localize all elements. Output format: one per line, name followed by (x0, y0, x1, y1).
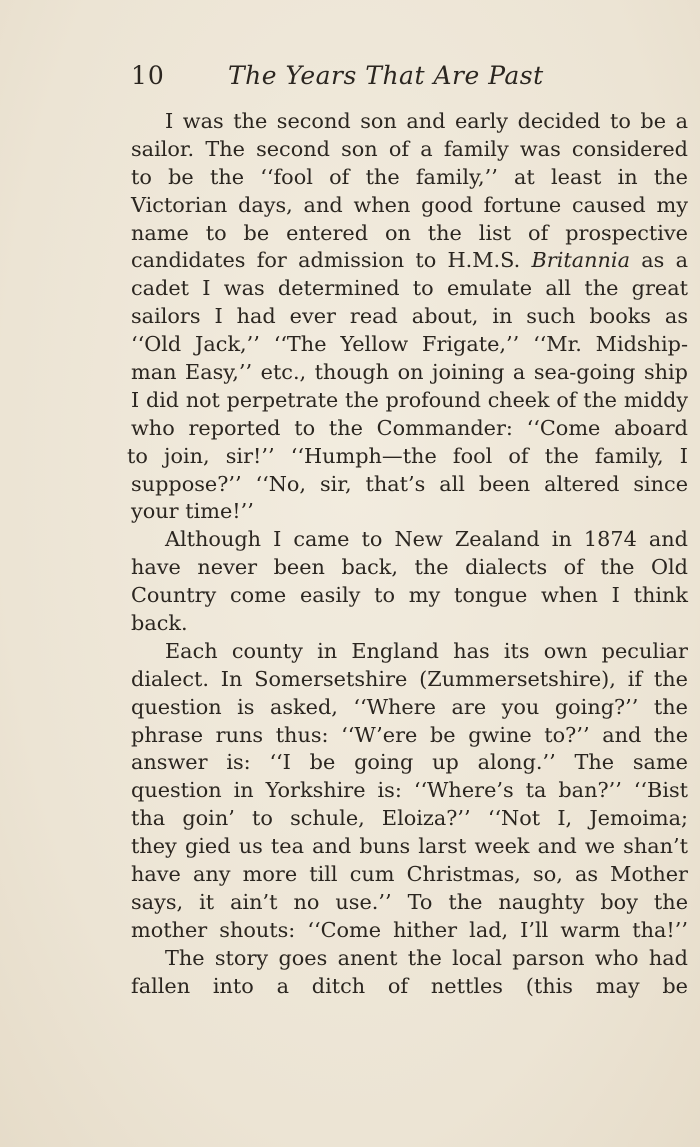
text-line: tha goin’ to schule, Eloiza?’’ ‘‘Not I, Jemoima; (131, 806, 688, 831)
text-line: man Easy,’’ etc., though on joining a sea-going ship (131, 360, 688, 385)
text-line: have never been back, the dialects of the Old (131, 555, 688, 580)
text-line: Each county in England has its own peculiar (165, 638, 688, 663)
text-line: Country come easily to my tongue when I think (131, 583, 688, 608)
text-line: mother shouts: ‘‘Come hither lad, I’ll warm tha!’’ (131, 917, 688, 942)
text-line: to join, sir!’’ ‘‘Humph—the fool of the family, I (127, 443, 688, 468)
text-line: have any more till cum Christmas, so, as Mother (131, 862, 688, 887)
text-line: The story goes anent the local parson who had (165, 945, 688, 970)
text-line: they gied us tea and buns larst week and we shan’t (131, 834, 688, 859)
ship-name: Britannia (531, 248, 630, 273)
text-line: sailors I had ever read about, in such books as (131, 304, 688, 329)
body-text (127, 108, 688, 1001)
text-line: answer is: ‘‘I be going up along.’’ The same (131, 750, 688, 775)
text-line: says, it ain’t no use.’’ To the naughty boy the (131, 889, 688, 914)
text-line: Although I came to New Zealand in 1874 and (165, 527, 688, 552)
page-number: 10 (131, 61, 165, 90)
text-line: cadet I was determined to emulate all the great (131, 276, 688, 301)
text-line: your time!’’ (131, 499, 254, 524)
text-line: dialect. In Somersetshire (Zummersetshire), if the (131, 666, 688, 691)
text-line: phrase runs thus: ‘‘W’ere be gwine to?’’ and the (131, 722, 688, 747)
text-line: suppose?’’ ‘‘No, sir, that’s all been altered since (131, 471, 688, 496)
page-header (131, 56, 688, 96)
text-line: candidates for admission to H.M.S. Britannia as a (131, 248, 688, 273)
text-line: name to be entered on the list of prospective (131, 220, 688, 245)
text-line: fallen into a ditch of nettles (this may be (131, 973, 688, 998)
text-line: who reported to the Commander: ‘‘Come aboard (131, 415, 688, 440)
text-line: question is asked, ‘‘Where are you going?’’ the (131, 694, 688, 719)
text-line: sailor. The second son of a family was considered (131, 136, 688, 161)
text-line: I did not perpetrate the profound cheek of the middy (131, 387, 688, 412)
text-line: ‘‘Old Jack,’’ ‘‘The Yellow Frigate,’’ ‘‘Mr. Midship- (131, 332, 688, 357)
text-line: to be the ‘‘fool of the family,’’ at least in the (131, 164, 688, 189)
running-title: The Years That Are Past (228, 61, 544, 90)
text-line: I was the second son and early decided to be a (165, 109, 688, 133)
text-line: Victorian days, and when good fortune caused my (131, 192, 688, 217)
text-line: question in Yorkshire is: ‘‘Where’s ta ban?’’ ‘‘Bist (131, 778, 688, 803)
text-line: back. (131, 611, 188, 636)
